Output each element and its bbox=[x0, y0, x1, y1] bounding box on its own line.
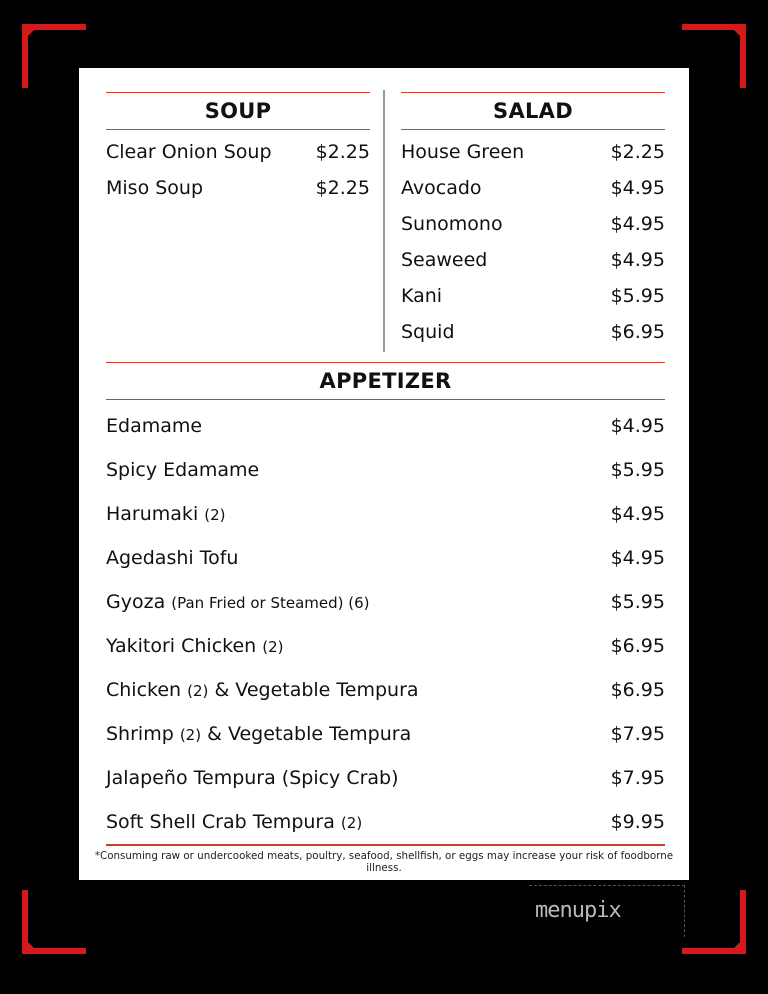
item-label bbox=[106, 448, 259, 492]
item-label bbox=[106, 624, 284, 669]
corner-decoration-top-left bbox=[22, 24, 86, 88]
item-note: (2) bbox=[187, 682, 209, 700]
salad-heading: SALAD bbox=[401, 92, 665, 130]
item-note: (2) bbox=[204, 506, 226, 524]
menu-item bbox=[106, 134, 370, 170]
menu-item bbox=[401, 242, 665, 278]
item-name: Agedashi Tofu bbox=[106, 547, 239, 569]
item-name: Sunomono bbox=[401, 213, 503, 235]
item-price: $7.95 bbox=[610, 723, 665, 745]
menu-item bbox=[106, 624, 665, 668]
menu-item bbox=[401, 206, 665, 242]
item-name: Jalapeño Tempura (Spicy Crab) bbox=[106, 767, 399, 789]
item-label bbox=[106, 712, 411, 757]
item-name: Spicy Edamame bbox=[106, 459, 260, 481]
health-disclaimer: *Consuming raw or undercooked meats, poultry, seafood, shellfish, or eggs may increase your risk of foodborne illness. bbox=[94, 850, 674, 874]
item-name-rest: & Vegetable Tempura bbox=[207, 723, 412, 745]
menu-page bbox=[79, 68, 689, 880]
item-label bbox=[106, 492, 226, 537]
item-note: (2) bbox=[340, 814, 363, 832]
item-name: Seaweed bbox=[401, 249, 488, 271]
item-name: Avocado bbox=[401, 177, 482, 199]
soup-list bbox=[106, 130, 370, 206]
item-label bbox=[106, 756, 399, 800]
item-price: $5.95 bbox=[610, 459, 665, 481]
item-price: $4.95 bbox=[610, 547, 665, 569]
menu-item bbox=[106, 404, 665, 448]
item-price: $6.95 bbox=[610, 635, 665, 657]
item-name: Soft Shell Crab Tempura bbox=[106, 811, 335, 833]
item-price: $4.95 bbox=[610, 415, 665, 437]
salad-list bbox=[401, 130, 665, 350]
item-price: $6.95 bbox=[610, 321, 665, 343]
menu-item bbox=[106, 580, 665, 624]
menu-item bbox=[401, 278, 665, 314]
item-label bbox=[106, 580, 370, 625]
item-price: $2.25 bbox=[610, 141, 665, 163]
menu-item bbox=[401, 134, 665, 170]
item-price: $4.95 bbox=[610, 213, 665, 235]
item-label bbox=[106, 800, 362, 845]
item-price: $5.95 bbox=[610, 591, 665, 613]
item-label bbox=[106, 536, 238, 580]
item-price: $9.95 bbox=[610, 811, 665, 833]
item-name: Kani bbox=[401, 285, 443, 307]
menu-item bbox=[106, 492, 665, 536]
item-price: $2.25 bbox=[315, 141, 370, 163]
appetizer-heading: APPETIZER bbox=[106, 362, 665, 400]
menu-item bbox=[106, 756, 665, 800]
item-name: Shrimp bbox=[106, 723, 174, 745]
menu-item bbox=[401, 170, 665, 206]
item-name: Squid bbox=[401, 321, 455, 343]
item-price: $4.95 bbox=[610, 503, 665, 525]
item-note: (2) bbox=[262, 638, 284, 656]
item-note: (Pan Fried or Steamed) (6) bbox=[171, 594, 370, 612]
item-name: House Green bbox=[401, 141, 525, 163]
soup-heading: SOUP bbox=[106, 92, 370, 130]
item-name: Yakitori Chicken bbox=[106, 635, 257, 657]
item-price: $7.95 bbox=[610, 767, 665, 789]
item-price: $5.95 bbox=[610, 285, 665, 307]
footer-divider bbox=[106, 844, 665, 846]
soup-section bbox=[106, 92, 370, 206]
item-price: $4.95 bbox=[610, 177, 665, 199]
item-price: $2.25 bbox=[315, 177, 370, 199]
item-name: Edamame bbox=[106, 415, 203, 437]
appetizer-list bbox=[106, 400, 665, 844]
corner-decoration-bottom-left bbox=[22, 890, 86, 954]
item-name: Clear Onion Soup bbox=[106, 141, 272, 163]
menu-item bbox=[106, 536, 665, 580]
item-name-rest: & Vegetable Tempura bbox=[214, 679, 419, 701]
item-price: $4.95 bbox=[610, 249, 665, 271]
item-label bbox=[106, 668, 419, 713]
salad-section bbox=[401, 92, 665, 350]
item-note: (2) bbox=[179, 726, 202, 744]
column-divider bbox=[383, 90, 385, 352]
menu-item bbox=[401, 314, 665, 350]
item-name: Gyoza bbox=[106, 591, 166, 613]
menu-item bbox=[106, 668, 665, 712]
appetizer-section bbox=[106, 362, 665, 844]
menu-item bbox=[106, 800, 665, 844]
menu-item bbox=[106, 448, 665, 492]
item-name: Chicken bbox=[106, 679, 182, 701]
menu-item bbox=[106, 170, 370, 206]
item-price: $6.95 bbox=[610, 679, 665, 701]
item-name: Harumaki bbox=[106, 503, 199, 525]
corner-decoration-bottom-right bbox=[682, 890, 746, 954]
menupix-watermark-logo: menupix bbox=[529, 885, 685, 937]
item-label bbox=[106, 404, 202, 448]
item-name: Miso Soup bbox=[106, 177, 204, 199]
corner-decoration-top-right bbox=[682, 24, 746, 88]
menu-item bbox=[106, 712, 665, 756]
